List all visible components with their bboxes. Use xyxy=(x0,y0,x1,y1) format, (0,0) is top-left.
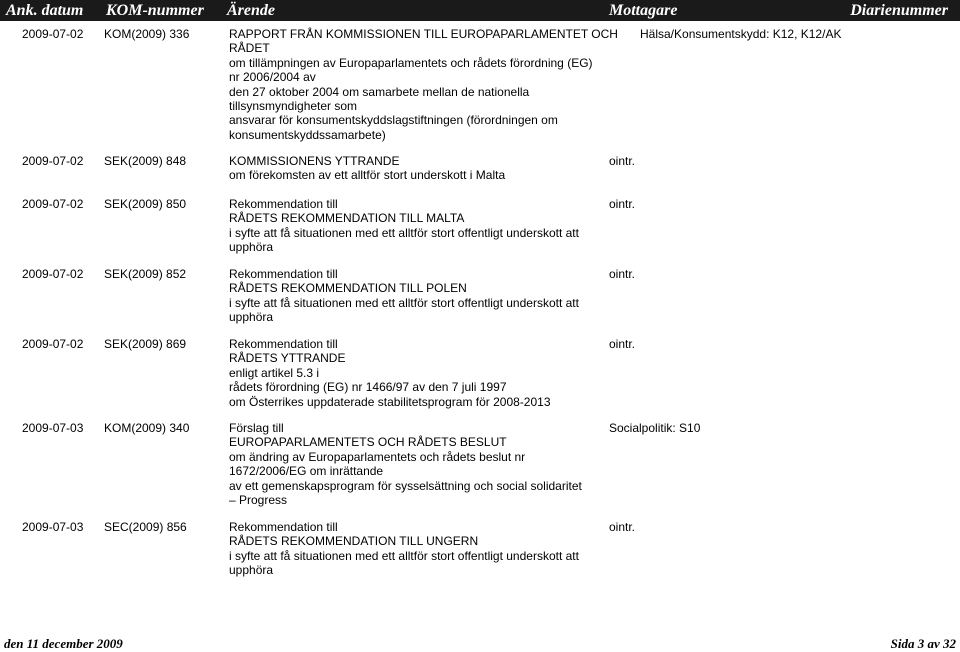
subject-line: – Progress xyxy=(229,493,288,508)
subject-line: upphöra xyxy=(229,563,274,578)
subject-line: den 27 oktober 2004 om samarbete mellan de nationella xyxy=(229,84,530,99)
subject-line: upphöra xyxy=(229,240,274,255)
entry-number: KOM(2009) 340 xyxy=(104,421,190,435)
subject-line: upphöra xyxy=(229,310,274,325)
subject-line: 1672/2006/EG om inrättande xyxy=(229,464,384,479)
entry-date: 2009-07-02 xyxy=(22,154,84,168)
subject-line: Rekommendation till xyxy=(229,337,338,351)
entry-date: 2009-07-02 xyxy=(22,197,84,211)
entry-recipient: ointr. xyxy=(609,197,636,211)
entry-subject xyxy=(229,421,582,507)
subject-line: RÅDETS REKOMMENDATION TILL POLEN xyxy=(229,281,467,296)
entry-date: 2009-07-02 xyxy=(22,337,84,351)
page-number: Sida 3 av 32 xyxy=(890,636,956,651)
subject-line: Rekommendation till xyxy=(229,520,338,534)
entry-recipient: ointr. xyxy=(609,520,636,534)
entry-subject xyxy=(229,154,505,183)
subject-line: av ett gemenskapsprogram för sysselsättning och social solidaritet xyxy=(229,478,582,493)
subject-line: KOMMISSIONENS YTTRANDE xyxy=(229,154,400,168)
entry-subject xyxy=(229,520,579,578)
header-reg-number: Diarienummer xyxy=(850,2,948,19)
header-date: Ank. datum xyxy=(6,2,84,19)
entry-subject xyxy=(229,337,551,409)
subject-line: om tillämpningen av Europaparlamentets och rådets förordning (EG) xyxy=(229,55,593,70)
entry-date: 2009-07-03 xyxy=(22,421,84,435)
entry-number: SEK(2009) 852 xyxy=(104,267,187,281)
entry-number: SEC(2009) 856 xyxy=(104,520,187,534)
subject-line: om Österrikes uppdaterade stabilitetsprogram för 2008-2013 xyxy=(229,394,551,409)
subject-line: i syfte att få situationen med ett alltför stort offentligt underskott att xyxy=(229,225,579,240)
subject-line: om förekomsten av ett alltför stort underskott i Malta xyxy=(229,168,506,183)
entry-subject xyxy=(229,197,579,255)
entry-recipient: Hälsa/Konsumentskydd: K12, K12/AK xyxy=(640,27,842,41)
entry-number: KOM(2009) 336 xyxy=(104,27,190,41)
entry-number: SEK(2009) 869 xyxy=(104,337,187,351)
subject-line: om ändring av Europaparlamentets och rådets beslut nr xyxy=(229,449,526,464)
subject-line: EUROPAPARLAMENTETS OCH RÅDETS BESLUT xyxy=(229,435,507,450)
subject-line: ansvarar för konsumentskyddslagstiftningen (förordningen om xyxy=(229,113,558,128)
subject-line: RÅDETS YTTRANDE xyxy=(229,351,346,366)
entry-recipient: Socialpolitik: S10 xyxy=(609,421,701,435)
subject-line: nr 2006/2004 av xyxy=(229,70,316,85)
header-number: KOM-nummer xyxy=(106,2,204,19)
entry-subject xyxy=(229,267,579,325)
subject-line: RÅDETS REKOMMENDATION TILL UNGERN xyxy=(229,534,479,549)
subject-line: rådets förordning (EG) nr 1466/97 av den 7 juli 1997 xyxy=(229,380,507,395)
footer-date: den 11 december 2009 xyxy=(4,636,123,651)
subject-line: tillsynsmyndigheter som xyxy=(229,99,358,114)
subject-line: RÅDET xyxy=(229,41,270,56)
entry-recipient: ointr. xyxy=(609,337,636,351)
subject-line: konsumentskyddssamarbete) xyxy=(229,127,386,142)
table-header xyxy=(0,0,960,21)
subject-line: enligt artikel 5.3 i xyxy=(229,365,320,380)
header-recipient: Mottagare xyxy=(609,2,678,19)
entry-date: 2009-07-02 xyxy=(22,267,84,281)
subject-line: i syfte att få situationen med ett alltför stort offentligt underskott att xyxy=(229,548,579,563)
subject-line: RAPPORT FRÅN KOMMISSIONEN TILL EUROPAPARLAMENTET OCH xyxy=(229,27,618,41)
subject-line: Rekommendation till xyxy=(229,197,338,211)
entry-number: SEK(2009) 850 xyxy=(104,197,187,211)
entry-date: 2009-07-02 xyxy=(22,27,84,41)
entry-date: 2009-07-03 xyxy=(22,520,84,534)
entry-recipient: ointr. xyxy=(609,154,636,168)
entry-recipient: ointr. xyxy=(609,267,636,281)
header-subject: Ärende xyxy=(227,2,275,19)
subject-line: RÅDETS REKOMMENDATION TILL MALTA xyxy=(229,211,465,226)
entry-number: SEK(2009) 848 xyxy=(104,154,187,168)
page-footer xyxy=(0,636,960,652)
subject-line: Förslag till xyxy=(229,421,284,435)
entry-subject xyxy=(229,27,618,142)
subject-line: Rekommendation till xyxy=(229,267,338,281)
subject-line: i syfte att få situationen med ett alltför stort offentligt underskott att xyxy=(229,295,579,310)
